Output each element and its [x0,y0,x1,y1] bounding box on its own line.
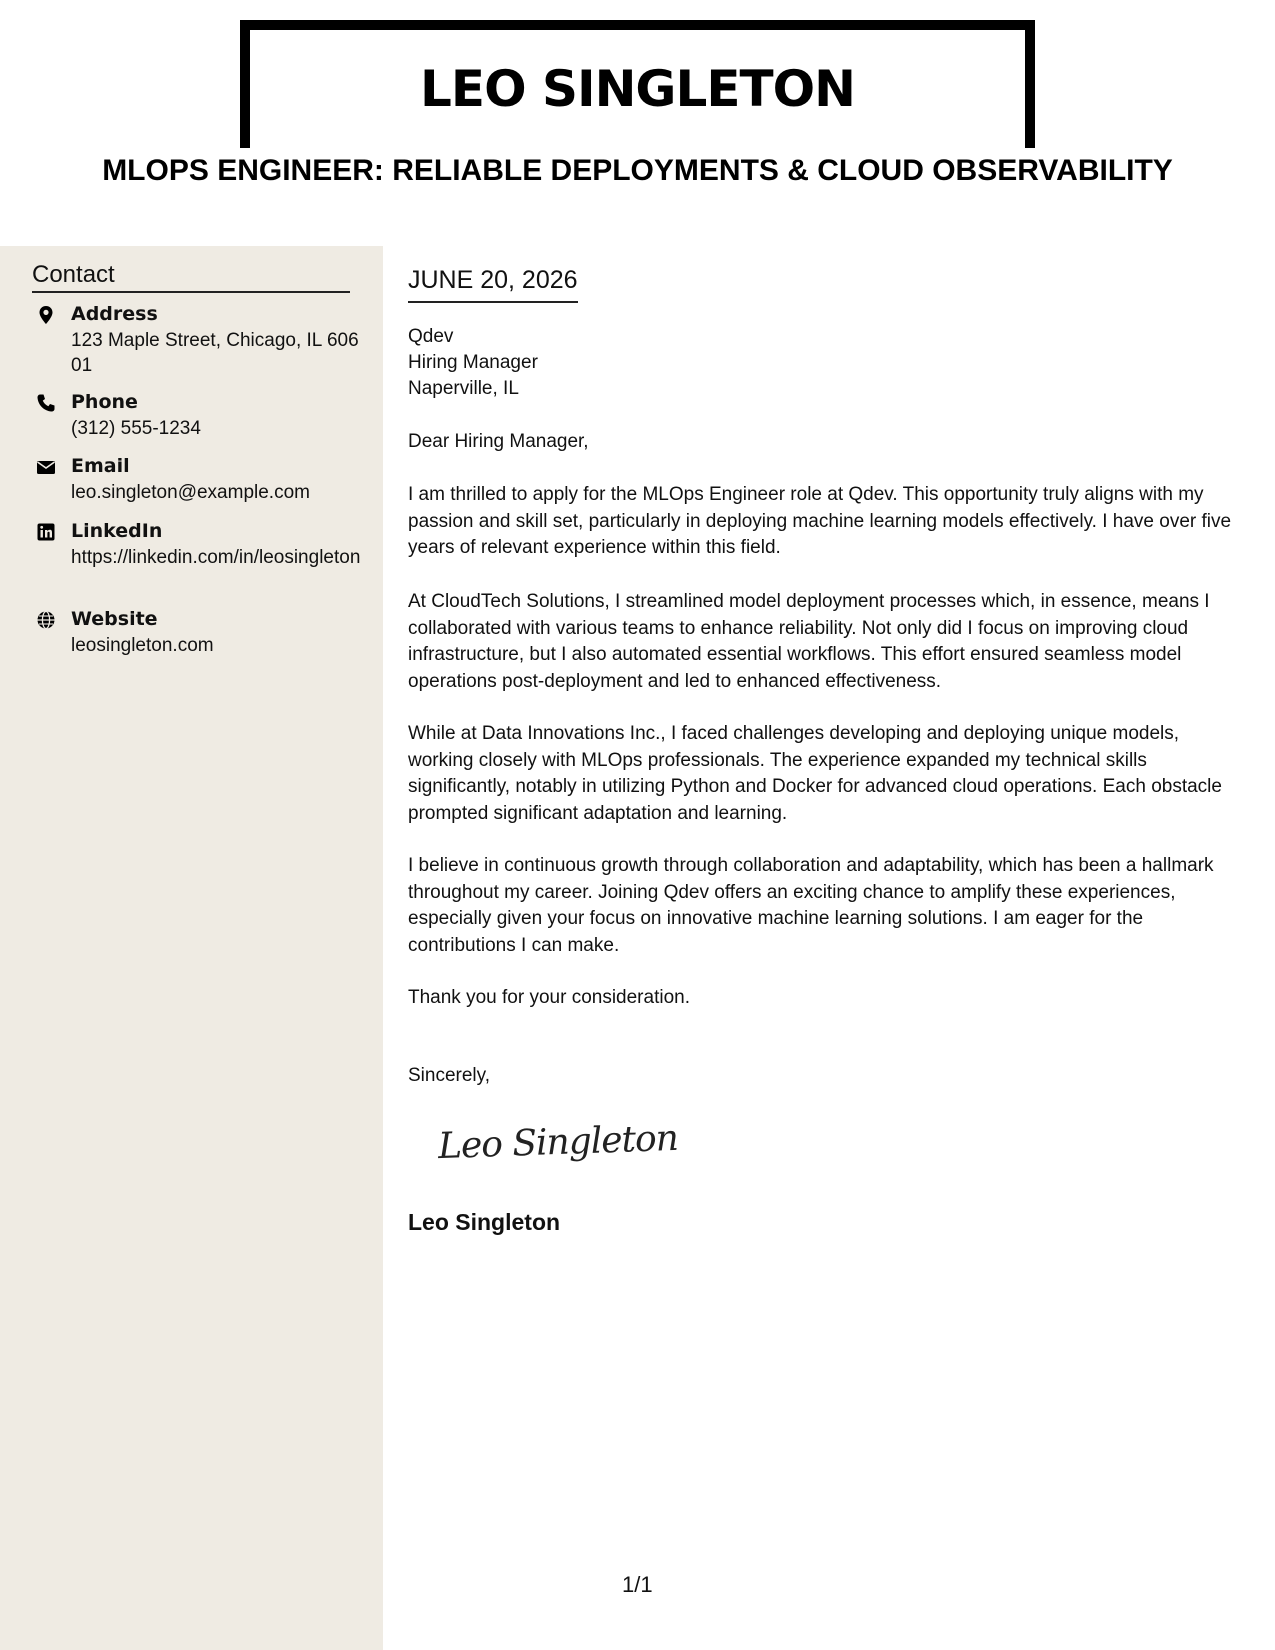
address-value: 123 Maple Street, Chicago, IL 60601 [71,330,359,376]
signoff: Sincerely, [408,1065,491,1086]
salutation: Dear Hiring Manager, [408,431,589,452]
letter-date: JUNE 20, 2026 [408,266,578,303]
page-number: 1/1 [622,1572,653,1597]
email-value: leo.singleton@example.com [71,482,310,503]
paragraph-3: While at Data Innovations Inc., I faced challenges developing and deploying unique models, working closely with MLOps professionals. The experience expanded my technical skills significantly, notably in utilizing Python and Docker for advanced cloud operations. Each obstacle prompted significant adaptation and learning. [408,723,1222,824]
applicant-name: LEO SINGLETON [420,60,855,118]
paragraph-2: At CloudTech Solutions, I streamlined model deployment processes which, in essence, means I collaborated with various teams to enhance reliability. Not only did I focus on improving cloud infrastructure, but I also automated essential workflows. This effort ensured seamless model operations post-deployment and led to enhanced effectiveness. [408,591,1210,692]
recipient-location: Naperville, IL [408,378,519,399]
recipient-company: Qdev [408,326,454,347]
signed-name: Leo Singleton [408,1209,561,1235]
linkedin-value[interactable]: https://linkedin.com/in/leosingleton [71,547,361,568]
closing-line: Thank you for your consideration. [408,987,690,1008]
phone-icon [36,393,56,413]
paragraph-4: I believe in continuous growth through collaboration and adaptability, which has been a hallmark throughout my career. Joining Qdev offers an exciting chance to amplify these experiences, especially given your focus on innovative machine learning solutions. I am eager for the contributions I can make. [408,855,1214,956]
contact-sidebar [0,246,383,1650]
website-label: Website [71,608,158,630]
phone-value: (312) 555-1234 [71,418,201,439]
contact-heading: Contact [32,261,350,293]
recipient-title: Hiring Manager [408,352,538,373]
globe-icon [36,610,56,630]
website-value[interactable]: leosingleton.com [71,635,214,656]
map-pin-icon [36,305,56,325]
linkedin-icon [36,522,56,542]
address-label: Address [71,303,158,325]
headline: MLOPS ENGINEER: RELIABLE DEPLOYMENTS & CLOUD OBSERVABILITY [102,154,1173,187]
recipient-block [408,324,538,402]
envelope-icon [36,457,56,477]
linkedin-label: LinkedIn [71,520,163,542]
phone-label: Phone [71,391,138,413]
email-label: Email [71,455,130,477]
paragraph-1: I am thrilled to apply for the MLOps Engineer role at Qdev. This opportunity truly aligns with my passion and skill set, particularly in deploying machine learning models effectively. I have over five years of relevant experience within this field. [408,484,1232,558]
handwritten-signature: Leo Singleton [437,1117,679,1168]
